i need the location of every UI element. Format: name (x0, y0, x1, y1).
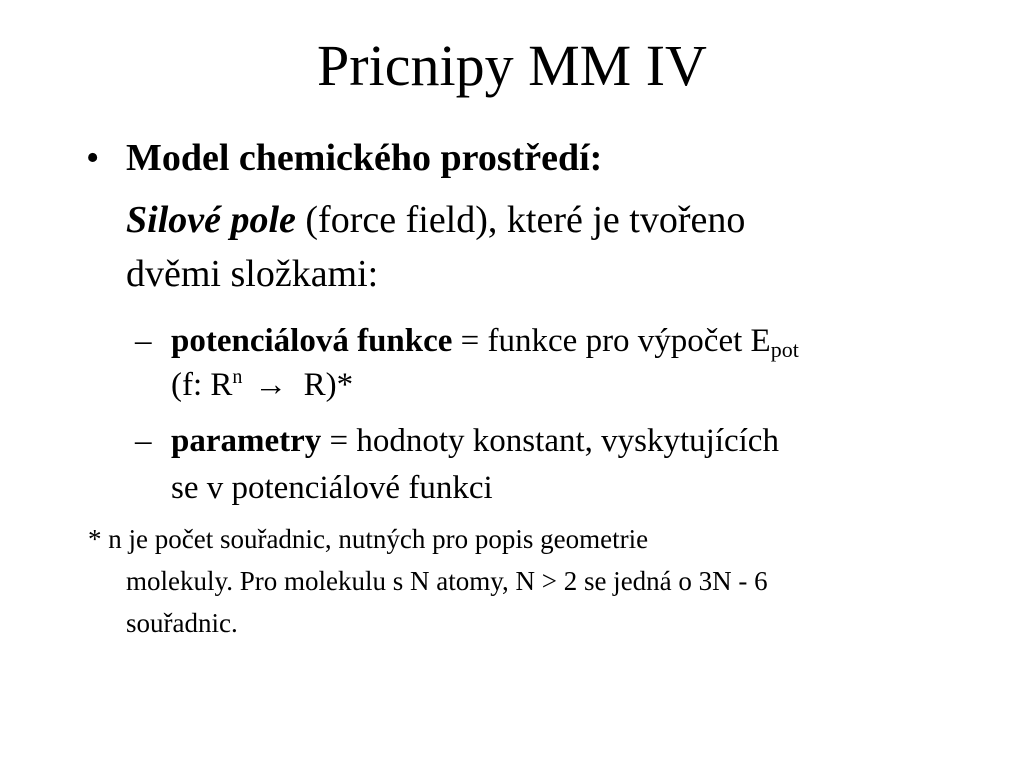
sub-item-1-cont-suffix: R)* (295, 367, 354, 403)
slide-title: Pricnipy MM IV (317, 33, 707, 98)
footnote-line2: molekuly. Pro molekulu s N atomy, N > 2 se jedná o 3N - 6 (126, 566, 768, 596)
sub-item-1-dash: – (135, 323, 152, 359)
main-item-heading-text: Model chemického prostředí: (126, 137, 603, 179)
sub-item-2-text: = hodnoty konstant, vyskytujících (321, 423, 779, 459)
sub-item-1-term: potenciálová funkce (171, 323, 453, 359)
sub-item-1-cont-prefix: (f: R (171, 367, 233, 403)
sub-item-2-line1 (171, 418, 779, 465)
sub-item-1-text: = funkce pro výpočet E (452, 323, 771, 359)
main-item-line2: dvěmi složkami: (126, 253, 379, 295)
sub-item-1-line2 (171, 362, 353, 409)
footnote-line1: * n je počet souřadnic, nutných pro popis geometrie (88, 524, 649, 554)
main-item-emphasis: Silové pole (126, 199, 296, 241)
sub-item-1-superscript: n (232, 366, 243, 388)
footnote-line3: souřadnic. (126, 608, 238, 638)
main-item-line1-text: (force field), které je tvořeno (295, 199, 746, 241)
sub-item-2-line2: se v potenciálové funkci (171, 470, 493, 506)
arrow-icon: → (254, 367, 288, 403)
sub-item-1-line1 (171, 318, 799, 365)
bullet-marker: • (86, 137, 100, 179)
sub-item-2-dash: – (135, 423, 152, 459)
sub-item-2-term: parametry (171, 423, 322, 459)
main-item-line1 (126, 193, 745, 247)
main-item-heading (126, 131, 602, 185)
sub-item-1-subscript: pot (770, 337, 799, 362)
